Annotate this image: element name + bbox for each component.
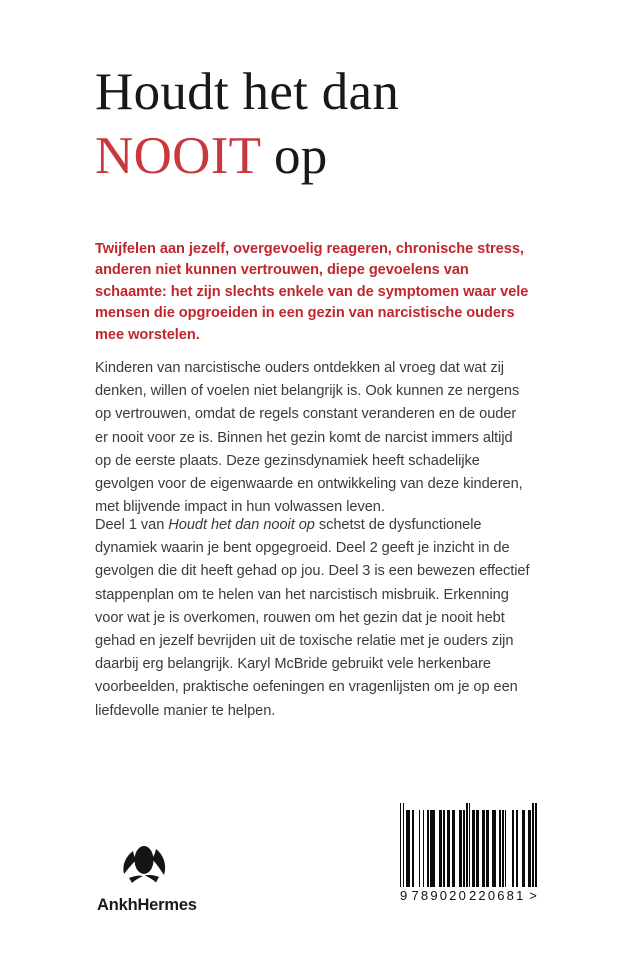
title-line-1: Houdt het dan	[95, 63, 400, 121]
body-paragraph-1: Kinderen van narcistische ouders ontdekken al vroeg dat wat zij denken, willen of voelen niet belangrijk is. Ook kunnen ze nergens op vertrouwen, omdat de regels constant veranderen en de ouder er nooit voor ze is. Binnen het gezin komt de narcist immers altijd op de eerste plaats. Deze gezinsdynamiek heeft schadelijke gevolgen voor de eigenwaarde en ontwikkeling van deze kinderen, met blijvende impact in hun volwassen leven.	[95, 360, 523, 516]
barcode-digit-left: 9	[400, 888, 409, 903]
book-title	[95, 60, 535, 188]
title-line-2	[95, 124, 535, 188]
barcode-bar	[535, 803, 536, 887]
barcode-digit-right: >	[529, 888, 538, 903]
title-line-2-rest: op	[273, 127, 328, 185]
title-accent-word: NOOIT	[95, 127, 261, 185]
isbn-barcode	[400, 803, 542, 903]
paragraph-2-text-before: Deel 1 van	[95, 517, 169, 533]
lead-paragraph: Twijfelen aan jezelf, overgevoelig reageren, chronische stress, anderen niet kunnen vertrouwen, diepe gevoelens van schaamte: het zijn slechts enkele van de symptomen waar vele mensen die opgroeiden in een gezin van narcistische ouders mee worstelen.	[95, 241, 529, 343]
body-paragraph-2	[95, 514, 532, 723]
publisher-block	[97, 842, 237, 915]
paragraph-2-text-after: schetst de dysfunctionele dynamiek waarin je bent opgegroeid. Deel 2 geeft je inzicht in de gevolgen die dit heeft gehad op jou. Deel 3 is een bewezen effectief stappenplan om te helen van het narcistisch misbruik. Erkenning voor wat je is overkomen, rouwen om het gezin dat je nooit hebt gehad en jezelf bevrijden uit de toxische relatie met je ouders zijn daarbij erg belangrijk. Karyl McBride gebruikt vele herkenbare voorbeelden, praktische oefeningen en vragenlijsten om je op een liefdevolle manier te helpen.	[95, 517, 530, 719]
barcode-digit-group-1: 789020	[411, 888, 469, 903]
barcode-bars	[400, 803, 538, 887]
barcode-digit-group-2: 220681	[468, 888, 526, 903]
ankh-logo-icon	[117, 842, 179, 892]
publisher-name: AnkhHermes	[97, 896, 197, 914]
referenced-book-title: Houdt het dan nooit op	[168, 517, 315, 533]
barcode-digits	[400, 888, 538, 903]
